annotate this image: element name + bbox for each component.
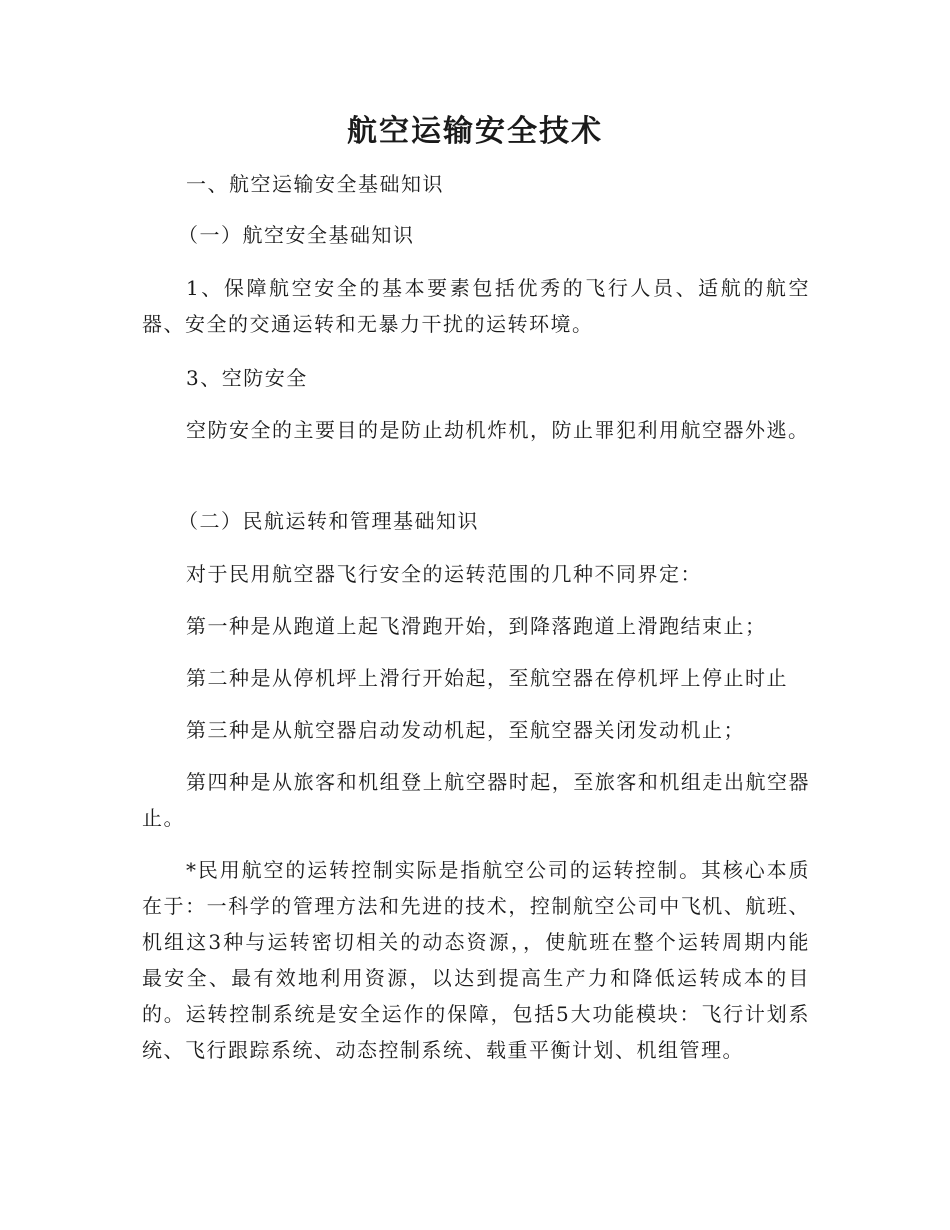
paragraph-air-defense: 空防安全的主要目的是防止劫机炸机，防止罪犯利用航空器外逃。 [186,418,810,442]
section-heading-1: 一、航空运输安全基础知识 [186,172,444,196]
paragraph-basic-elements: 1、保障航空安全的基本要素包括优秀的飞行人员、适航的航空器、安全的交通运转和无暴力干扰的运转环境。 [142,276,810,336]
document-title: 航空运输安全技术 [347,114,603,149]
definition-item-2: 第二种是从停机坪上滑行开始起，至航空器在停机坪上停止时止 [186,666,788,690]
paragraph-definitions-intro: 对于民用航空器飞行安全的运转范围的几种不同界定： [186,562,702,586]
definition-item-4: 第四种是从旅客和机组登上航空器时起，至旅客和机组走出航空器止。 [142,770,810,830]
subsection-heading-2: （二）民航运转和管理基础知识 [178,509,479,533]
definition-item-1: 第一种是从跑道上起飞滑跑开始，到降落跑道上滑跑结束止； [186,614,767,638]
item-heading-air-defense: 3、空防安全 [186,366,308,390]
paragraph-operation-control: *民用航空的运转控制实际是指航空公司的运转控制。其核心本质在于：一科学的管理方法和先进的技术，控制航空公司中飞机、航班、机组这3种与运转密切相关的动态资源，，使航班在整个运转周期内能最安全、最有效地利用资源，以达到提高生产力和降低运转成本的目的。运转控制系统是安全运作的保障，包括5大功能模块：飞行计划系统、飞行跟踪系统、动态控制系统、载重平衡计划、机组管理。 [142,858,810,1062]
definition-item-3: 第三种是从航空器启动发动机起，至航空器关闭发动机止； [186,718,745,742]
subsection-heading-1: （一）航空安全基础知识 [178,223,415,247]
